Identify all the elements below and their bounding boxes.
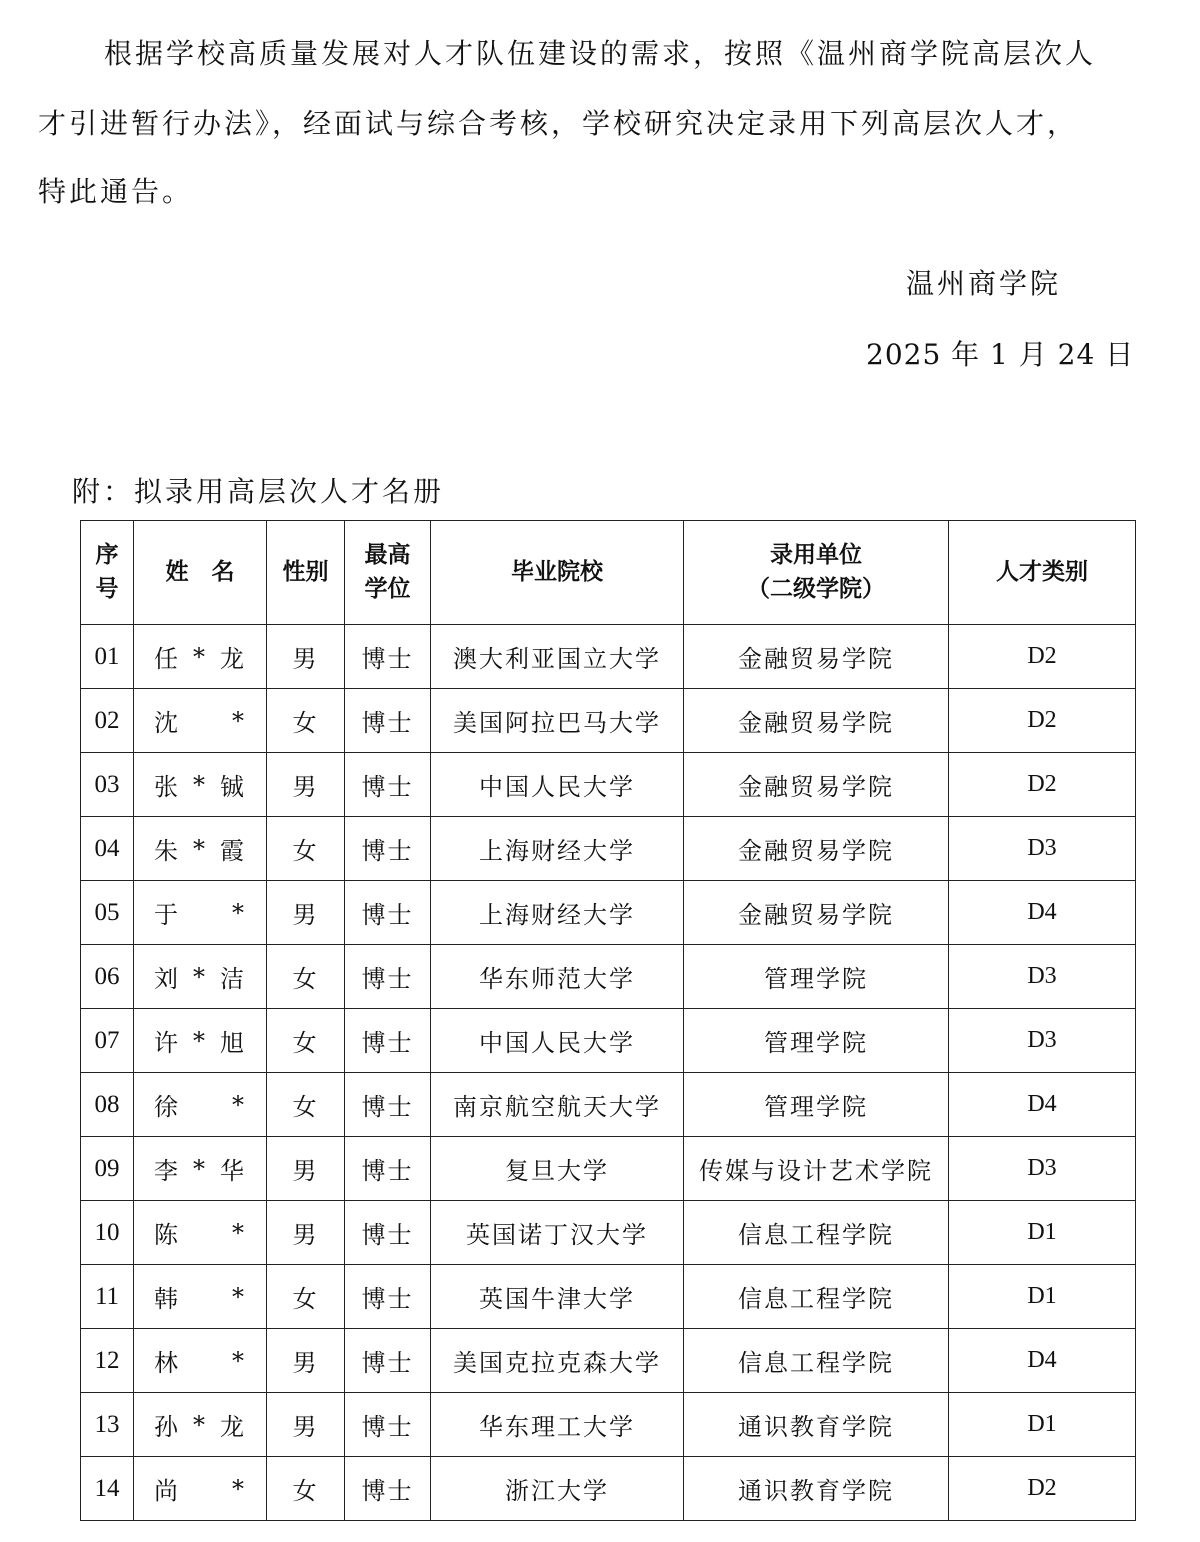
cell-index: 12 <box>81 1329 134 1393</box>
cell-gender: 女 <box>267 1009 345 1073</box>
cell-unit: 信息工程学院 <box>684 1201 949 1265</box>
name-given: 龙 <box>220 645 244 673</box>
name-surname: 许 <box>154 1029 178 1057</box>
table-row <box>81 1265 1136 1329</box>
cell-school: 华东理工大学 <box>431 1393 684 1457</box>
name-mask: * <box>193 962 205 991</box>
cell-degree: 博士 <box>345 1457 431 1521</box>
name-wrapper <box>134 703 266 738</box>
cell-index: 08 <box>81 1073 134 1137</box>
cell-school: 英国诺丁汉大学 <box>431 1201 684 1265</box>
cell-unit: 金融贸易学院 <box>684 817 949 881</box>
notice-paragraph-line-2: 才引进暂行办法》，经面试与综合考核，学校研究决定录用下列高层次人才， <box>38 107 1079 140</box>
cell-degree: 博士 <box>345 1265 431 1329</box>
cell-school: 澳大利亚国立大学 <box>431 625 684 689</box>
table-row <box>81 1009 1136 1073</box>
name-wrapper <box>134 1407 266 1442</box>
cell-category: D3 <box>949 817 1136 881</box>
name-wrapper <box>134 1151 266 1186</box>
cell-index: 07 <box>81 1009 134 1073</box>
name-given: 龙 <box>220 1413 244 1441</box>
cell-degree: 博士 <box>345 881 431 945</box>
cell-school: 美国克拉克森大学 <box>431 1329 684 1393</box>
name-wrapper <box>134 1471 266 1506</box>
name-mask: * <box>193 770 205 799</box>
name-given: 铖 <box>220 773 244 801</box>
cell-name <box>134 945 267 1009</box>
table-row <box>81 1201 1136 1265</box>
name-wrapper <box>134 639 266 674</box>
header-degree <box>345 521 431 625</box>
cell-school: 华东师范大学 <box>431 945 684 1009</box>
cell-unit: 传媒与设计艺术学院 <box>684 1137 949 1201</box>
table-row <box>81 1137 1136 1201</box>
name-mask: * <box>232 1282 244 1311</box>
name-wrapper <box>134 1279 266 1314</box>
name-surname: 李 <box>154 1157 178 1185</box>
cell-category: D3 <box>949 1009 1136 1073</box>
name-surname: 徐 <box>154 1093 178 1121</box>
cell-school: 中国人民大学 <box>431 1009 684 1073</box>
table-row <box>81 753 1136 817</box>
cell-unit: 金融贸易学院 <box>684 753 949 817</box>
name-mask: * <box>232 1218 244 1247</box>
cell-category: D4 <box>949 1329 1136 1393</box>
table-row <box>81 945 1136 1009</box>
cell-degree: 博士 <box>345 1009 431 1073</box>
cell-name <box>134 753 267 817</box>
cell-school: 南京航空航天大学 <box>431 1073 684 1137</box>
header-degree-bottom: 学位 <box>364 575 411 602</box>
cell-name <box>134 1073 267 1137</box>
cell-degree: 博士 <box>345 753 431 817</box>
cell-school: 上海财经大学 <box>431 881 684 945</box>
cell-degree: 博士 <box>345 1329 431 1393</box>
cell-index: 11 <box>81 1265 134 1329</box>
cell-degree: 博士 <box>345 689 431 753</box>
cell-category: D1 <box>949 1393 1136 1457</box>
cell-unit: 管理学院 <box>684 1073 949 1137</box>
notice-paragraph-line-1: 根据学校高质量发展对人才队伍建设的需求，按照《温州商学院高层次人 <box>104 37 1097 70</box>
cell-gender: 女 <box>267 689 345 753</box>
signature-date: 2025 年 1 月 24 日 <box>866 338 1135 371</box>
name-mask: * <box>232 1474 244 1503</box>
cell-degree: 博士 <box>345 1201 431 1265</box>
table-row <box>81 1329 1136 1393</box>
cell-unit: 信息工程学院 <box>684 1265 949 1329</box>
header-unit <box>684 521 949 625</box>
cell-index: 04 <box>81 817 134 881</box>
cell-degree: 博士 <box>345 945 431 1009</box>
name-surname: 陈 <box>154 1221 178 1249</box>
cell-gender: 女 <box>267 945 345 1009</box>
header-school: 毕业院校 <box>431 521 684 625</box>
name-surname: 刘 <box>154 965 178 993</box>
cell-degree: 博士 <box>345 1137 431 1201</box>
name-surname: 朱 <box>154 837 178 865</box>
cell-degree: 博士 <box>345 1073 431 1137</box>
header-category: 人才类别 <box>949 521 1136 625</box>
cell-index: 14 <box>81 1457 134 1521</box>
cell-index: 06 <box>81 945 134 1009</box>
cell-category: D2 <box>949 625 1136 689</box>
cell-unit: 金融贸易学院 <box>684 881 949 945</box>
cell-gender: 男 <box>267 1393 345 1457</box>
cell-category: D4 <box>949 1073 1136 1137</box>
cell-school: 浙江大学 <box>431 1457 684 1521</box>
cell-gender: 女 <box>267 1457 345 1521</box>
cell-index: 10 <box>81 1201 134 1265</box>
cell-gender: 女 <box>267 1265 345 1329</box>
signature-organization: 温州商学院 <box>906 267 1062 300</box>
name-surname: 张 <box>154 773 178 801</box>
table-row <box>81 817 1136 881</box>
cell-category: D3 <box>949 1137 1136 1201</box>
cell-index: 05 <box>81 881 134 945</box>
cell-name <box>134 625 267 689</box>
table-row <box>81 881 1136 945</box>
cell-school: 中国人民大学 <box>431 753 684 817</box>
cell-school: 上海财经大学 <box>431 817 684 881</box>
name-mask: * <box>232 706 244 735</box>
cell-category: D2 <box>949 1457 1136 1521</box>
name-surname: 任 <box>154 645 178 673</box>
name-given: 霞 <box>220 837 244 865</box>
table-row <box>81 1073 1136 1137</box>
name-given: 华 <box>220 1157 244 1185</box>
name-wrapper <box>134 1087 266 1122</box>
header-degree-top: 最高 <box>364 542 411 569</box>
cell-gender: 男 <box>267 1201 345 1265</box>
cell-name <box>134 1201 267 1265</box>
name-wrapper <box>134 1023 266 1058</box>
cell-gender: 男 <box>267 1329 345 1393</box>
cell-name <box>134 1457 267 1521</box>
name-mask: * <box>193 1410 205 1439</box>
name-given: 洁 <box>220 965 244 993</box>
header-unit-bottom: （二级学院） <box>747 575 885 602</box>
name-wrapper <box>134 1215 266 1250</box>
cell-gender: 女 <box>267 1073 345 1137</box>
name-wrapper <box>134 895 266 930</box>
name-surname: 孙 <box>154 1413 178 1441</box>
header-unit-top: 录用单位 <box>770 542 862 569</box>
cell-school: 英国牛津大学 <box>431 1265 684 1329</box>
cell-index: 03 <box>81 753 134 817</box>
header-name: 姓 名 <box>134 521 267 625</box>
name-surname: 尚 <box>154 1477 178 1505</box>
cell-school: 美国阿拉巴马大学 <box>431 689 684 753</box>
cell-unit: 通识教育学院 <box>684 1457 949 1521</box>
cell-index: 01 <box>81 625 134 689</box>
cell-unit: 信息工程学院 <box>684 1329 949 1393</box>
name-mask: * <box>193 642 205 671</box>
name-mask: * <box>193 1154 205 1183</box>
talent-roster-table <box>80 520 1136 1521</box>
cell-unit: 金融贸易学院 <box>684 625 949 689</box>
cell-degree: 博士 <box>345 1393 431 1457</box>
cell-name <box>134 689 267 753</box>
name-surname: 于 <box>154 901 178 929</box>
cell-name <box>134 1393 267 1457</box>
table-row <box>81 689 1136 753</box>
table-row <box>81 1393 1136 1457</box>
cell-unit: 管理学院 <box>684 945 949 1009</box>
cell-index: 09 <box>81 1137 134 1201</box>
table-row <box>81 1457 1136 1521</box>
cell-category: D2 <box>949 689 1136 753</box>
name-surname: 韩 <box>154 1285 178 1313</box>
name-mask: * <box>193 834 205 863</box>
table-row <box>81 625 1136 689</box>
name-mask: * <box>232 1346 244 1375</box>
cell-name <box>134 1329 267 1393</box>
name-wrapper <box>134 831 266 866</box>
cell-name <box>134 1265 267 1329</box>
name-mask: * <box>232 898 244 927</box>
cell-category: D1 <box>949 1265 1136 1329</box>
cell-unit: 管理学院 <box>684 1009 949 1073</box>
cell-gender: 女 <box>267 817 345 881</box>
name-wrapper <box>134 1343 266 1378</box>
cell-unit: 金融贸易学院 <box>684 689 949 753</box>
cell-degree: 博士 <box>345 625 431 689</box>
table-body <box>81 625 1136 1521</box>
header-index-top: 序 <box>95 542 119 569</box>
cell-gender: 男 <box>267 1137 345 1201</box>
cell-unit: 通识教育学院 <box>684 1393 949 1457</box>
cell-name <box>134 1009 267 1073</box>
cell-gender: 男 <box>267 753 345 817</box>
cell-category: D4 <box>949 881 1136 945</box>
name-surname: 林 <box>154 1349 178 1377</box>
cell-name <box>134 817 267 881</box>
table-header-row <box>81 521 1136 625</box>
name-given: 旭 <box>220 1029 244 1057</box>
name-surname: 沈 <box>154 709 178 737</box>
name-mask: * <box>232 1090 244 1119</box>
name-mask: * <box>193 1026 205 1055</box>
cell-category: D3 <box>949 945 1136 1009</box>
cell-index: 13 <box>81 1393 134 1457</box>
header-index-bottom: 号 <box>95 575 119 602</box>
cell-category: D2 <box>949 753 1136 817</box>
cell-gender: 男 <box>267 881 345 945</box>
cell-category: D1 <box>949 1201 1136 1265</box>
attachment-title: 附：拟录用高层次人才名册 <box>72 475 445 508</box>
name-wrapper <box>134 959 266 994</box>
cell-degree: 博士 <box>345 817 431 881</box>
cell-index: 02 <box>81 689 134 753</box>
name-wrapper <box>134 767 266 802</box>
cell-school: 复旦大学 <box>431 1137 684 1201</box>
cell-name <box>134 1137 267 1201</box>
cell-gender: 男 <box>267 625 345 689</box>
header-gender: 性别 <box>267 521 345 625</box>
cell-name <box>134 881 267 945</box>
header-index <box>81 521 134 625</box>
notice-paragraph-line-3: 特此通告。 <box>38 175 194 208</box>
